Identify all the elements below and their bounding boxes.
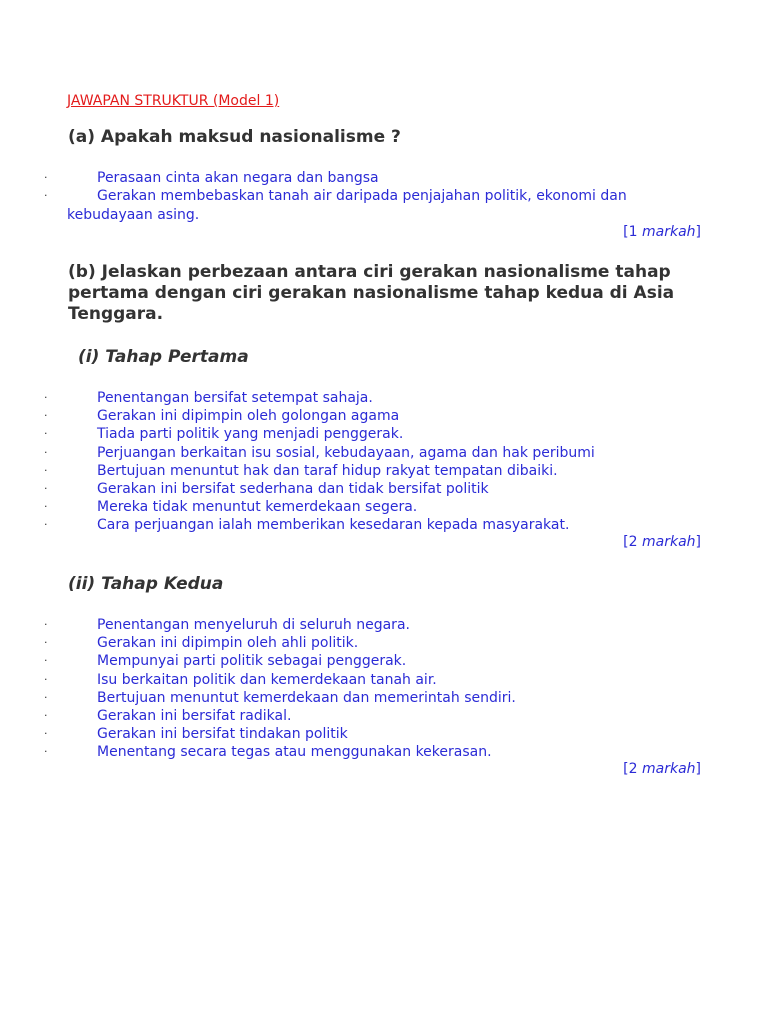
- bullet-icon: ·: [44, 189, 48, 203]
- list-item: · Bertujuan menuntut hak dan taraf hidup rakyat tempatan dibaiki.: [44, 462, 558, 479]
- bullet-icon: ·: [44, 672, 48, 686]
- bullet-icon: ·: [44, 636, 48, 650]
- document-title: JAWAPAN STRUKTUR (Model 1): [67, 93, 280, 109]
- bullet-icon: ·: [44, 727, 48, 741]
- list-item: · Isu berkaitan politik dan kemerdekaan tanah air.: [44, 671, 437, 688]
- list-item: · Perasaan cinta akan negara dan bangsa: [44, 170, 379, 186]
- list-item: · Gerakan ini bersifat sederhana dan tidak bersifat politik: [44, 480, 489, 497]
- list-item: · Mereka tidak menuntut kemerdekaan segera.: [44, 499, 418, 516]
- bullet-icon: ·: [44, 445, 48, 459]
- list-item: · Tiada parti politik yang menjadi penggerak.: [44, 426, 404, 443]
- answer-a-list: [0, 169, 720, 205]
- bullet-icon: ·: [44, 745, 48, 759]
- list-item-continuation: kebudayaan asing.: [67, 207, 200, 223]
- question-b-heading: (b) Jelaskan perbezaan antara ciri gerakan nasionalisme tahap pertama dengan ciri gerakan nasionalisme tahap kedua di Asia Tenggara.: [68, 262, 675, 324]
- list-item: · Menentang secara tegas atau menggunakan kekerasan.: [44, 744, 492, 761]
- bullet-icon: ·: [44, 409, 48, 423]
- list-item: · Mempunyai parti politik sebagai penggerak.: [44, 653, 407, 670]
- stage-1-list: [0, 389, 720, 535]
- bullet-icon: ·: [44, 500, 48, 514]
- list-item: · Penentangan menyeluruh di seluruh negara.: [44, 617, 410, 633]
- bullet-icon: ·: [44, 171, 48, 184]
- bullet-icon: ·: [44, 481, 48, 495]
- bullet-icon: ·: [44, 518, 48, 532]
- stage-2-list: [0, 616, 720, 762]
- bullet-icon: ·: [44, 654, 48, 668]
- list-item: · Gerakan ini bersifat tindakan politik: [44, 726, 348, 743]
- stage-2-heading: (ii) Tahap Kedua: [68, 574, 224, 594]
- bullet-icon: ·: [44, 618, 48, 631]
- bullet-icon: ·: [44, 391, 48, 404]
- list-item: · Gerakan ini dipimpin oleh golongan agama: [44, 408, 400, 425]
- bullet-icon: ·: [44, 463, 48, 477]
- list-item: · Penentangan bersifat setempat sahaja.: [44, 390, 373, 406]
- list-item: · Bertujuan menuntut kemerdekaan dan memerintah sendiri.: [44, 689, 516, 706]
- marks-label-b1: [2 markah]: [623, 534, 701, 550]
- list-item: · Perjuangan berkaitan isu sosial, kebudayaan, agama dan hak peribumi: [44, 444, 595, 461]
- marks-label-a: [1 markah]: [623, 224, 701, 240]
- question-a-heading: (a) Apakah maksud nasionalisme ?: [68, 127, 401, 147]
- list-item: · Gerakan ini dipimpin oleh ahli politik.: [44, 635, 359, 652]
- bullet-icon: ·: [44, 708, 48, 722]
- stage-1-heading: (i) Tahap Pertama: [78, 347, 249, 367]
- list-item: · Cara perjuangan ialah memberikan kesedaran kepada masyarakat.: [44, 517, 570, 534]
- marks-label-b2: [2 markah]: [623, 761, 701, 777]
- bullet-icon: ·: [44, 427, 48, 441]
- bullet-icon: ·: [44, 690, 48, 704]
- list-item: · Gerakan membebaskan tanah air daripada penjajahan politik, ekonomi dan: [44, 188, 627, 205]
- list-item: · Gerakan ini bersifat radikal.: [44, 707, 292, 724]
